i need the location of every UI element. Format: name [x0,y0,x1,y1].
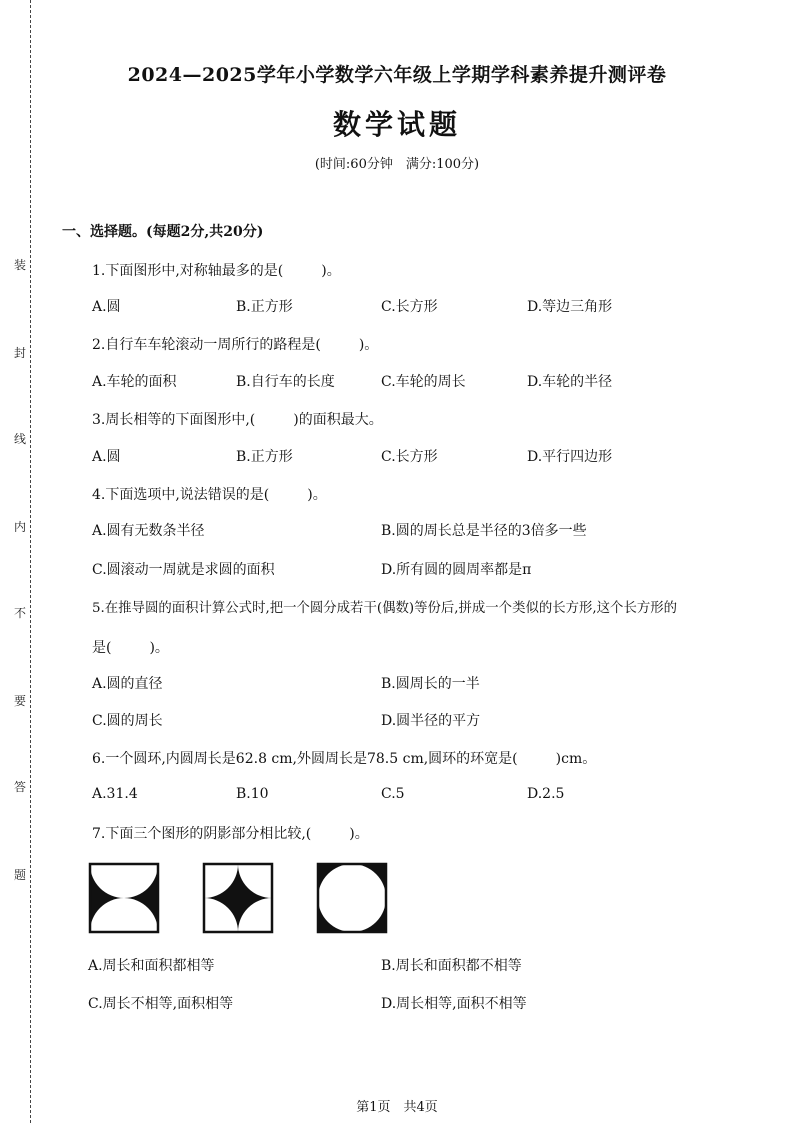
option-a: A.圆的直径 [92,676,163,692]
question-stem: 1.下面图形中,对称轴最多的是( [92,263,284,279]
question-stem-end: )。 [349,826,369,842]
option-b: B.正方形 [236,449,293,465]
question-6 [92,748,596,768]
option-b: B.周长和面积都不相等 [381,958,522,974]
question-stem: 是( [92,640,112,656]
option-d: D.周长相等,面积不相等 [381,996,527,1012]
question-7 [92,823,369,843]
question-stem-end: )的面积最大。 [293,412,383,428]
exam-subject: 数学试题 [332,108,461,141]
binding-char: 内 [14,520,27,534]
option-d: D.车轮的半径 [527,374,613,390]
option-d: D.平行四边形 [527,449,613,465]
option-b: B.自行车的长度 [236,374,335,390]
question-1 [92,260,341,280]
option-c: C.长方形 [381,449,438,465]
question-stem: 6.一个圆环,内圆周长是62.8 cm,外圆周长是78.5 cm,圆环的环宽是( [92,751,518,767]
option-d: D.圆半径的平方 [381,713,481,729]
option-c: C.长方形 [381,299,438,315]
question-2 [92,334,378,354]
option-c: C.车轮的周长 [381,374,466,390]
binding-char: 不 [14,606,27,620]
question-stem-end: )。 [307,487,327,503]
binding-char: 封 [14,346,27,360]
figure-inscribed-circle [316,862,388,934]
option-d: D.所有圆的圆周率都是π [381,562,532,578]
option-c: C.5 [381,786,405,802]
question-stem: 3.周长相等的下面图形中,( [92,412,256,428]
option-a: A.周长和面积都相等 [88,958,215,974]
question-stem-end: )。 [321,263,341,279]
option-a: A.车轮的面积 [92,374,177,390]
question-4 [92,484,327,504]
figure-quarter-circles [202,862,274,934]
option-a: A.圆有无数条半径 [92,523,205,539]
exam-meta: (时间:60分钟 满分:100分) [314,157,480,172]
question-stem: 7.下面三个图形的阴影部分相比较,( [92,826,312,842]
question-stem-end: )。 [358,337,379,353]
question-3 [92,409,383,429]
section-title: 一、选择题。(每题2分,共20分) [62,224,264,240]
figure-semicircles [88,862,160,934]
option-b: B.正方形 [236,299,293,315]
question-5 [92,597,677,616]
option-c: C.圆滚动一周就是求圆的面积 [92,562,275,578]
binding-char: 答 [14,780,27,794]
question-stem: 5.在推导圆的面积计算公式时,把一个圆分成若干(偶数)等份后,拼成一个类似的长方形,这个长方形的 [92,601,678,616]
binding-char: 线 [14,432,27,446]
binding-char: 装 [14,258,27,272]
option-b: B.圆周长的一半 [381,676,480,692]
option-d: D.等边三角形 [527,299,613,315]
option-d: D.2.5 [527,786,565,802]
option-c: C.圆的周长 [92,713,163,729]
option-b: B.10 [236,786,269,802]
option-a: A.圆 [92,299,121,315]
page-footer: 第1页 共4页 [356,1100,438,1115]
option-a: A.圆 [92,449,121,465]
question-stem-end: )cm。 [555,751,597,767]
binding-char: 要 [14,694,27,708]
question-5-line2 [92,637,169,657]
question-stem: 4.下面选项中,说法错误的是( [92,487,270,503]
question-stem-end: )。 [149,640,169,656]
binding-char: 题 [14,868,27,882]
option-b: B.圆的周长总是半径的3倍多一些 [381,523,587,539]
option-c: C.周长不相等,面积相等 [88,996,234,1012]
question-stem: 2.自行车车轮滚动一周所行的路程是( [92,337,321,353]
option-a: A.31.4 [92,786,138,802]
exam-title: 2024—2025学年小学数学六年级上学期学科素养提升测评卷 [127,64,667,86]
